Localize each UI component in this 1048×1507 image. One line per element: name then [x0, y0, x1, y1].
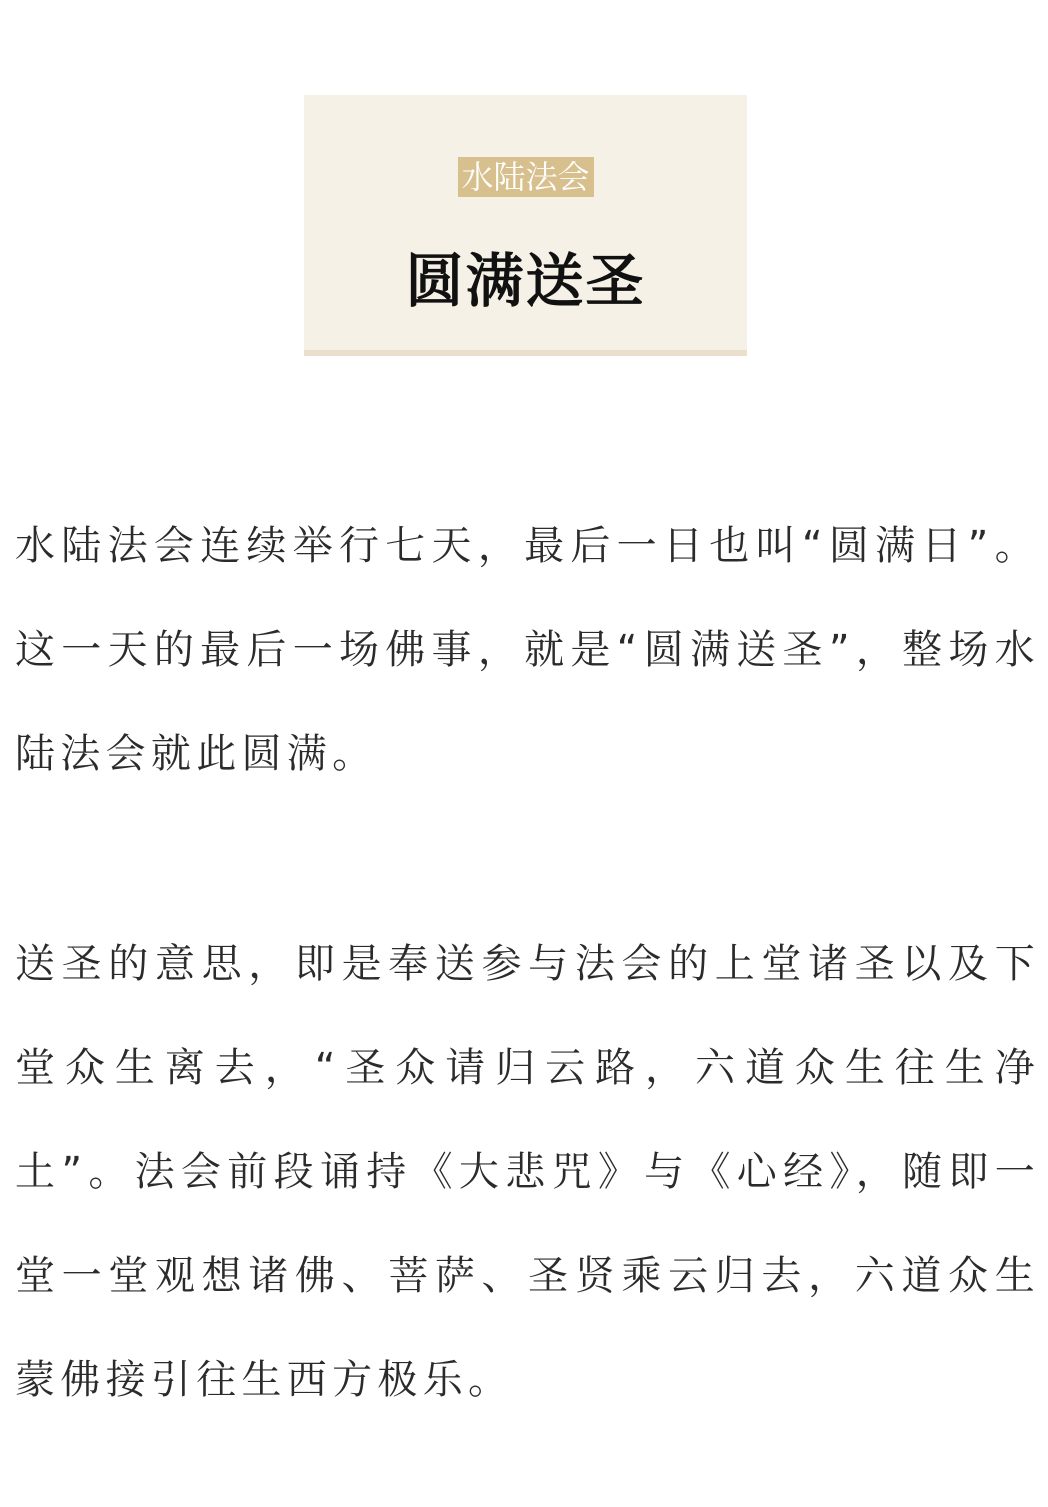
category-tag: 水陆法会	[457, 157, 593, 197]
title-card	[304, 95, 747, 356]
paragraph-meaning: 送圣的意思，即是奉送参与法会的上堂诸圣以及下堂众生离去，“圣众请归云路，六道众生往生净土”。法会前段诵持《大悲咒》与《心经》，随即一堂一堂观想诸佛、菩萨、圣贤乘云归去，六道众生蒙佛接引往生西方极乐。	[15, 941, 1040, 1403]
paragraph-intro: 水陆法会连续举行七天，最后一日也叫“圆满日”。这一天的最后一场佛事，就是“圆满送圣”，整场水陆法会就此圆满。	[15, 523, 1040, 777]
page-title: 圆满送圣	[405, 247, 646, 315]
